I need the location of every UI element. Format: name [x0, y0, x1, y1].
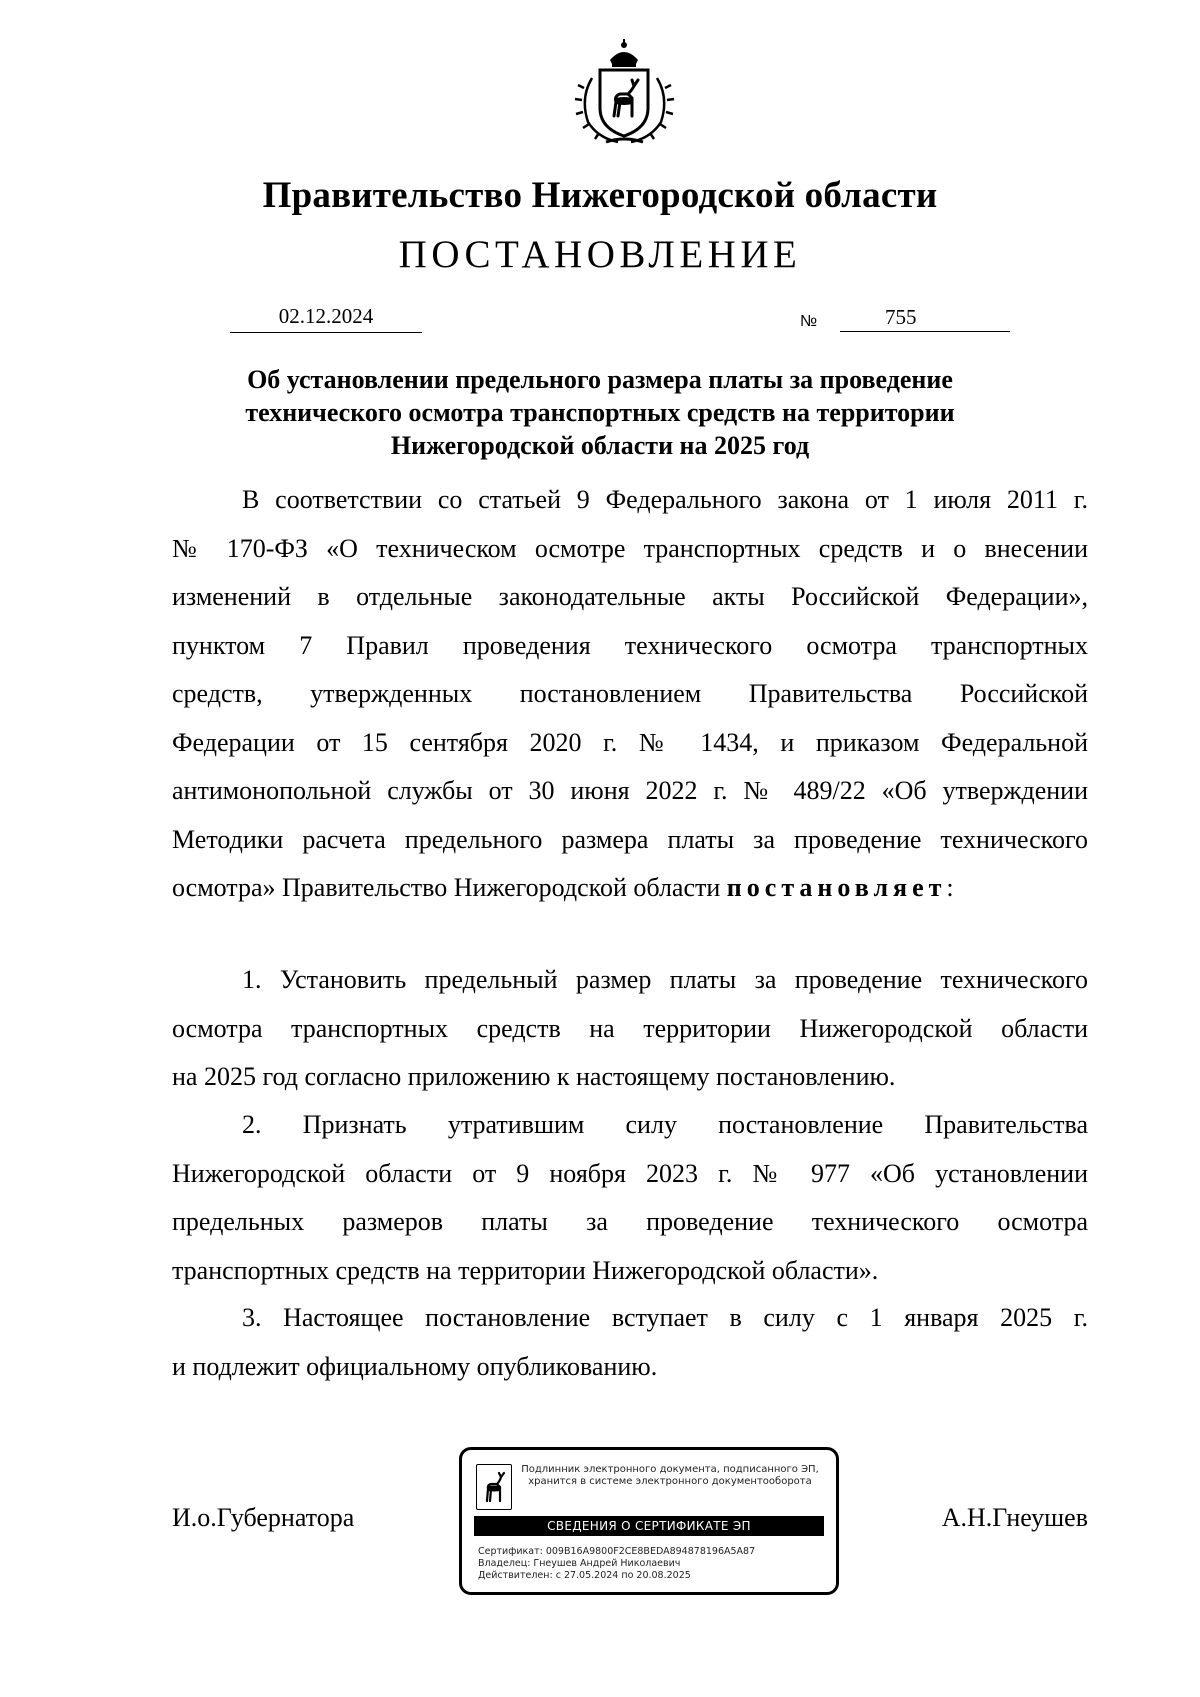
- text-line: транспортных средств на территории Нижегородской области».: [172, 1255, 879, 1285]
- text-line: 2. Признать утратившим силу постановление Правительства: [242, 1110, 1088, 1139]
- electronic-signature-stamp: [459, 1447, 839, 1595]
- text-line: 3. Настоящее постановление вступает в силу с 1 января 2025 г.: [242, 1303, 1088, 1332]
- certificate-info-bar: СВЕДЕНИЯ О СЕРТИФИКАТЕ ЭП: [474, 1516, 824, 1536]
- stamp-note-line: хранится в системе электронного документооборота: [528, 1476, 812, 1487]
- paragraph-preamble: [172, 476, 1088, 913]
- signatory-name: А.Н.Гнеушев: [941, 1503, 1088, 1532]
- text-line: Методики расчета предельного размера платы за проведение технического: [172, 824, 1088, 854]
- text-line: В соответствии со статьей 9 Федерального закона от 1 июля 2011 г.: [242, 485, 1088, 514]
- text-line: предельных размеров платы за проведение технического осмотра: [172, 1207, 1088, 1236]
- text-line: осмотра транспортных средств на территории Нижегородской области: [172, 1013, 1088, 1043]
- certificate-serial: Сертификат: 009B16A9800F2CE8BEDA894878196A5A87: [478, 1546, 756, 1557]
- document-type: ПОСТАНОВЛЕНИЕ: [398, 233, 802, 276]
- paragraph-item-3: [172, 1294, 1088, 1391]
- certificate-validity: Действителен: с 27.05.2024 по 20.08.2025: [478, 1570, 691, 1581]
- document-title-line: технического осмотра транспортных средств на территории: [245, 398, 955, 427]
- signatory-position: И.о.Губернатора: [172, 1503, 355, 1532]
- text-line: средств, утвержденных постановлением Правительства Российской: [172, 679, 1088, 708]
- document-title-line: Нижегородской области на 2025 год: [390, 431, 810, 460]
- shield-icon: [600, 70, 648, 136]
- certificate-owner: Владелец: Гнеушев Андрей Николаевич: [478, 1558, 681, 1569]
- text-line: на 2025 год согласно приложению к настоящему постановлению.: [172, 1062, 896, 1091]
- document-number: 755: [840, 303, 1010, 332]
- paragraph-item-2: [172, 1101, 1088, 1295]
- document-title: [175, 363, 1025, 462]
- document-date: 02.12.2024: [230, 302, 422, 333]
- text-line: и подлежит официальному опубликованию.: [172, 1351, 658, 1381]
- text-line: осмотра» Правительство Нижегородской области: [172, 873, 721, 902]
- number-sign: №: [800, 313, 818, 330]
- crown-icon: [610, 39, 638, 67]
- text-line: Федерации от 15 сентября 2020 г. № 1434, и приказом Федеральной: [172, 727, 1088, 757]
- emphasis-postanovlyaet: постановляет: [726, 873, 947, 902]
- paragraph-item-1: [172, 956, 1088, 1102]
- text-line: пунктом 7 Правил проведения технического осмотра транспортных: [172, 630, 1088, 660]
- coat-of-arms-emblem: [562, 38, 687, 150]
- shield-icon: [476, 1464, 512, 1510]
- government-title: Правительство Нижегородской области: [262, 175, 938, 216]
- colon: :: [946, 873, 954, 902]
- text-line: антимонопольной службы от 30 июня 2022 г. № 489/22 «Об утверждении: [172, 776, 1088, 805]
- document-title-line: Об установлении предельного размера платы за проведение: [247, 365, 953, 394]
- text-line: изменений в отдельные законодательные акты Российской Федерации»,: [172, 582, 1088, 611]
- stamp-note-line: Подлинник электронного документа, подписанного ЭП,: [521, 1464, 819, 1475]
- text-line: 1. Установить предельный размер платы за проведение технического: [242, 965, 1088, 994]
- text-line: № 170-ФЗ «О техническом осмотре транспортных средств и о внесении: [172, 533, 1088, 563]
- text-line: Нижегородской области от 9 ноября 2023 г. № 977 «Об установлении: [172, 1158, 1088, 1188]
